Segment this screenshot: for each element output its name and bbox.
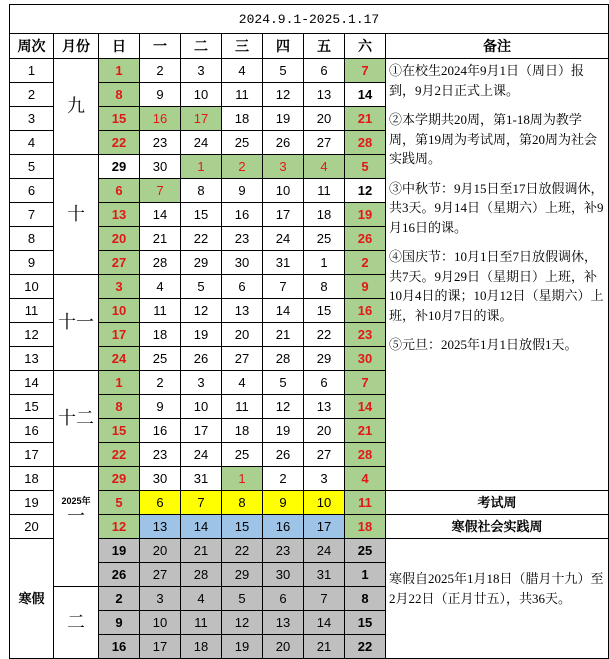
day-cell: 27	[99, 251, 140, 275]
day-cell: 14	[304, 611, 345, 635]
day-cell: 3	[304, 467, 345, 491]
day-cell: 16	[263, 515, 304, 539]
day-cell: 30	[222, 251, 263, 275]
week-number: 7	[10, 203, 54, 227]
header-row	[10, 34, 609, 59]
week-number: 9	[10, 251, 54, 275]
day-cell: 1	[99, 371, 140, 395]
day-cell: 2	[140, 59, 181, 83]
day-cell: 23	[345, 323, 386, 347]
day-cell: 6	[304, 59, 345, 83]
day-cell: 22	[345, 635, 386, 659]
day-cell: 27	[140, 563, 181, 587]
day-cell: 24	[263, 227, 304, 251]
day-cell: 21	[304, 635, 345, 659]
day-cell: 17	[99, 323, 140, 347]
week-row	[10, 515, 609, 539]
day-cell: 24	[181, 443, 222, 467]
day-cell: 11	[140, 299, 181, 323]
day-cell: 20	[99, 227, 140, 251]
day-cell: 9	[99, 611, 140, 635]
day-cell: 26	[181, 347, 222, 371]
school-calendar-table	[9, 4, 609, 659]
day-cell: 20	[263, 635, 304, 659]
week-number: 1	[10, 59, 54, 83]
column-header: 周次	[10, 34, 54, 59]
day-cell: 4	[304, 155, 345, 179]
day-cell: 22	[99, 131, 140, 155]
week-number: 17	[10, 443, 54, 467]
day-cell: 13	[140, 515, 181, 539]
day-cell: 8	[304, 275, 345, 299]
day-cell: 22	[99, 443, 140, 467]
day-cell: 18	[345, 515, 386, 539]
day-cell: 25	[222, 443, 263, 467]
day-cell: 20	[304, 419, 345, 443]
day-cell: 14	[181, 515, 222, 539]
day-cell: 9	[140, 395, 181, 419]
day-cell: 10	[263, 179, 304, 203]
day-cell: 7	[263, 275, 304, 299]
day-cell: 23	[222, 227, 263, 251]
day-cell: 15	[222, 515, 263, 539]
day-cell: 1	[345, 563, 386, 587]
day-cell: 8	[181, 179, 222, 203]
week-number: 18	[10, 467, 54, 491]
month-january	[54, 467, 99, 587]
month-february: 二	[54, 587, 99, 659]
column-header: 月份	[54, 34, 99, 59]
day-cell: 26	[345, 227, 386, 251]
day-cell: 9	[345, 275, 386, 299]
day-cell: 18	[181, 635, 222, 659]
day-cell: 18	[140, 323, 181, 347]
day-cell: 18	[222, 107, 263, 131]
day-cell: 28	[345, 443, 386, 467]
day-cell: 1	[99, 59, 140, 83]
week-number: 15	[10, 395, 54, 419]
note-item: ②本学期共20周，第1-18周为教学周，第19周为考试周，第20周为社会实践周。	[389, 112, 598, 166]
note-item: ①在校生2024年9月1日（周日）报到，9月2日正式上课。	[389, 63, 585, 98]
day-cell: 14	[345, 83, 386, 107]
day-cell: 5	[181, 275, 222, 299]
day-cell: 4	[345, 467, 386, 491]
day-cell: 12	[222, 611, 263, 635]
week-number: 20	[10, 515, 54, 539]
day-cell: 25	[304, 227, 345, 251]
day-cell: 3	[140, 587, 181, 611]
day-cell: 18	[304, 203, 345, 227]
day-cell: 1	[181, 155, 222, 179]
day-cell: 18	[222, 419, 263, 443]
day-cell: 8	[345, 587, 386, 611]
exam-week-note: 考试周	[386, 491, 609, 515]
week-row	[10, 491, 609, 515]
title-row	[10, 5, 609, 34]
week-number: 4	[10, 131, 54, 155]
day-cell: 11	[345, 491, 386, 515]
day-cell: 12	[99, 515, 140, 539]
day-cell: 12	[263, 83, 304, 107]
day-cell: 23	[263, 539, 304, 563]
week-number: 19	[10, 491, 54, 515]
day-cell: 6	[304, 371, 345, 395]
week-number: 2	[10, 83, 54, 107]
day-cell: 3	[99, 275, 140, 299]
week-number: 5	[10, 155, 54, 179]
day-cell: 13	[304, 395, 345, 419]
day-cell: 11	[222, 395, 263, 419]
day-cell: 1	[222, 467, 263, 491]
week-row	[10, 59, 609, 83]
day-cell: 21	[345, 419, 386, 443]
day-cell: 16	[222, 203, 263, 227]
day-cell: 19	[263, 107, 304, 131]
column-header: 三	[222, 34, 263, 59]
day-cell: 29	[99, 155, 140, 179]
day-cell: 24	[304, 539, 345, 563]
day-cell: 7	[140, 179, 181, 203]
day-cell: 15	[99, 107, 140, 131]
day-cell: 23	[140, 443, 181, 467]
winter-break-note: 寒假自2025年1月18日（腊月十九）至2月22日（正月廿五），共36天。	[386, 539, 609, 659]
day-cell: 5	[263, 59, 304, 83]
column-header: 六	[345, 34, 386, 59]
day-cell: 28	[181, 563, 222, 587]
day-cell: 6	[140, 491, 181, 515]
day-cell: 25	[345, 539, 386, 563]
day-cell: 2	[263, 467, 304, 491]
day-cell: 23	[140, 131, 181, 155]
day-cell: 10	[99, 299, 140, 323]
day-cell: 7	[304, 587, 345, 611]
day-cell: 28	[263, 347, 304, 371]
month-october: 十	[54, 155, 99, 275]
day-cell: 16	[99, 635, 140, 659]
day-cell: 27	[222, 347, 263, 371]
day-cell: 20	[304, 107, 345, 131]
day-cell: 8	[222, 491, 263, 515]
day-cell: 31	[304, 563, 345, 587]
week-number: 14	[10, 371, 54, 395]
day-cell: 16	[345, 299, 386, 323]
day-cell: 19	[263, 419, 304, 443]
week-number: 3	[10, 107, 54, 131]
day-cell: 27	[304, 443, 345, 467]
day-cell: 19	[99, 539, 140, 563]
day-cell: 24	[99, 347, 140, 371]
month-december: 十二	[54, 371, 99, 467]
day-cell: 4	[222, 371, 263, 395]
month-label: 一	[67, 506, 85, 526]
week-number: 16	[10, 419, 54, 443]
column-header: 一	[140, 34, 181, 59]
column-header: 二	[181, 34, 222, 59]
week-row	[10, 539, 609, 563]
week-number: 8	[10, 227, 54, 251]
day-cell: 17	[263, 203, 304, 227]
day-cell: 11	[181, 611, 222, 635]
day-cell: 21	[263, 323, 304, 347]
day-cell: 2	[140, 371, 181, 395]
day-cell: 10	[181, 83, 222, 107]
day-cell: 15	[345, 611, 386, 635]
column-header: 备注	[386, 34, 609, 59]
calendar-title: 2024.9.1-2025.1.17	[10, 5, 609, 34]
month-september: 九	[54, 59, 99, 155]
day-cell: 14	[263, 299, 304, 323]
note-item: ⑤元旦：2025年1月1日放假1天。	[389, 337, 578, 352]
day-cell: 7	[345, 59, 386, 83]
day-cell: 4	[140, 275, 181, 299]
day-cell: 31	[181, 467, 222, 491]
day-cell: 29	[222, 563, 263, 587]
day-cell: 17	[181, 107, 222, 131]
day-cell: 21	[140, 227, 181, 251]
day-cell: 22	[222, 539, 263, 563]
day-cell: 29	[99, 467, 140, 491]
day-cell: 5	[222, 587, 263, 611]
day-cell: 22	[181, 227, 222, 251]
day-cell: 19	[222, 635, 263, 659]
day-cell: 16	[140, 107, 181, 131]
column-header: 四	[263, 34, 304, 59]
day-cell: 9	[140, 83, 181, 107]
day-cell: 24	[181, 131, 222, 155]
day-cell: 13	[304, 83, 345, 107]
practice-week-note: 寒假社会实践周	[386, 515, 609, 539]
day-cell: 30	[140, 155, 181, 179]
column-header: 日	[99, 34, 140, 59]
week-number: 12	[10, 323, 54, 347]
year-label: 2025年	[61, 496, 91, 506]
day-cell: 31	[263, 251, 304, 275]
day-cell: 10	[140, 611, 181, 635]
day-cell: 30	[345, 347, 386, 371]
day-cell: 17	[181, 419, 222, 443]
day-cell: 4	[181, 587, 222, 611]
notes-cell	[386, 59, 609, 491]
day-cell: 26	[99, 563, 140, 587]
day-cell: 5	[263, 371, 304, 395]
month-november: 十一	[54, 275, 99, 371]
day-cell: 27	[304, 131, 345, 155]
day-cell: 2	[99, 587, 140, 611]
day-cell: 30	[263, 563, 304, 587]
day-cell: 6	[263, 587, 304, 611]
day-cell: 22	[304, 323, 345, 347]
day-cell: 5	[345, 155, 386, 179]
day-cell: 29	[181, 251, 222, 275]
day-cell: 29	[304, 347, 345, 371]
day-cell: 26	[263, 131, 304, 155]
day-cell: 8	[99, 395, 140, 419]
winter-break-label: 寒假	[10, 539, 54, 659]
day-cell: 11	[304, 179, 345, 203]
day-cell: 12	[181, 299, 222, 323]
day-cell: 9	[263, 491, 304, 515]
week-number: 6	[10, 179, 54, 203]
day-cell: 2	[222, 155, 263, 179]
day-cell: 16	[140, 419, 181, 443]
column-header: 五	[304, 34, 345, 59]
day-cell: 20	[222, 323, 263, 347]
week-number: 10	[10, 275, 54, 299]
day-cell: 15	[181, 203, 222, 227]
day-cell: 25	[222, 131, 263, 155]
day-cell: 12	[263, 395, 304, 419]
day-cell: 7	[181, 491, 222, 515]
day-cell: 15	[304, 299, 345, 323]
day-cell: 28	[140, 251, 181, 275]
day-cell: 19	[345, 203, 386, 227]
day-cell: 17	[140, 635, 181, 659]
day-cell: 8	[99, 83, 140, 107]
day-cell: 14	[140, 203, 181, 227]
day-cell: 26	[263, 443, 304, 467]
day-cell: 30	[140, 467, 181, 491]
day-cell: 2	[345, 251, 386, 275]
day-cell: 6	[222, 275, 263, 299]
day-cell: 3	[263, 155, 304, 179]
day-cell: 6	[99, 179, 140, 203]
day-cell: 13	[222, 299, 263, 323]
day-cell: 5	[99, 491, 140, 515]
note-item: ④国庆节：10月1日至7日放假调休，共7天。9月29日（星期日）上班，补10月4日的课；10月12日（星期六）上班，补10月7日的课。	[389, 249, 604, 323]
day-cell: 13	[263, 611, 304, 635]
day-cell: 7	[345, 371, 386, 395]
day-cell: 21	[181, 539, 222, 563]
day-cell: 15	[99, 419, 140, 443]
day-cell: 14	[345, 395, 386, 419]
day-cell: 21	[345, 107, 386, 131]
day-cell: 10	[304, 491, 345, 515]
day-cell: 3	[181, 59, 222, 83]
day-cell: 17	[304, 515, 345, 539]
note-item: ③中秋节：9月15日至17日放假调休，共3天。9月14日（星期六）上班，补9月16日的课。	[389, 180, 604, 235]
day-cell: 20	[140, 539, 181, 563]
week-number: 11	[10, 299, 54, 323]
day-cell: 11	[222, 83, 263, 107]
week-number: 13	[10, 347, 54, 371]
day-cell: 10	[181, 395, 222, 419]
day-cell: 12	[345, 179, 386, 203]
day-cell: 28	[345, 131, 386, 155]
day-cell: 13	[99, 203, 140, 227]
day-cell: 1	[304, 251, 345, 275]
day-cell: 9	[222, 179, 263, 203]
day-cell: 19	[181, 323, 222, 347]
day-cell: 3	[181, 371, 222, 395]
day-cell: 4	[222, 59, 263, 83]
day-cell: 25	[140, 347, 181, 371]
